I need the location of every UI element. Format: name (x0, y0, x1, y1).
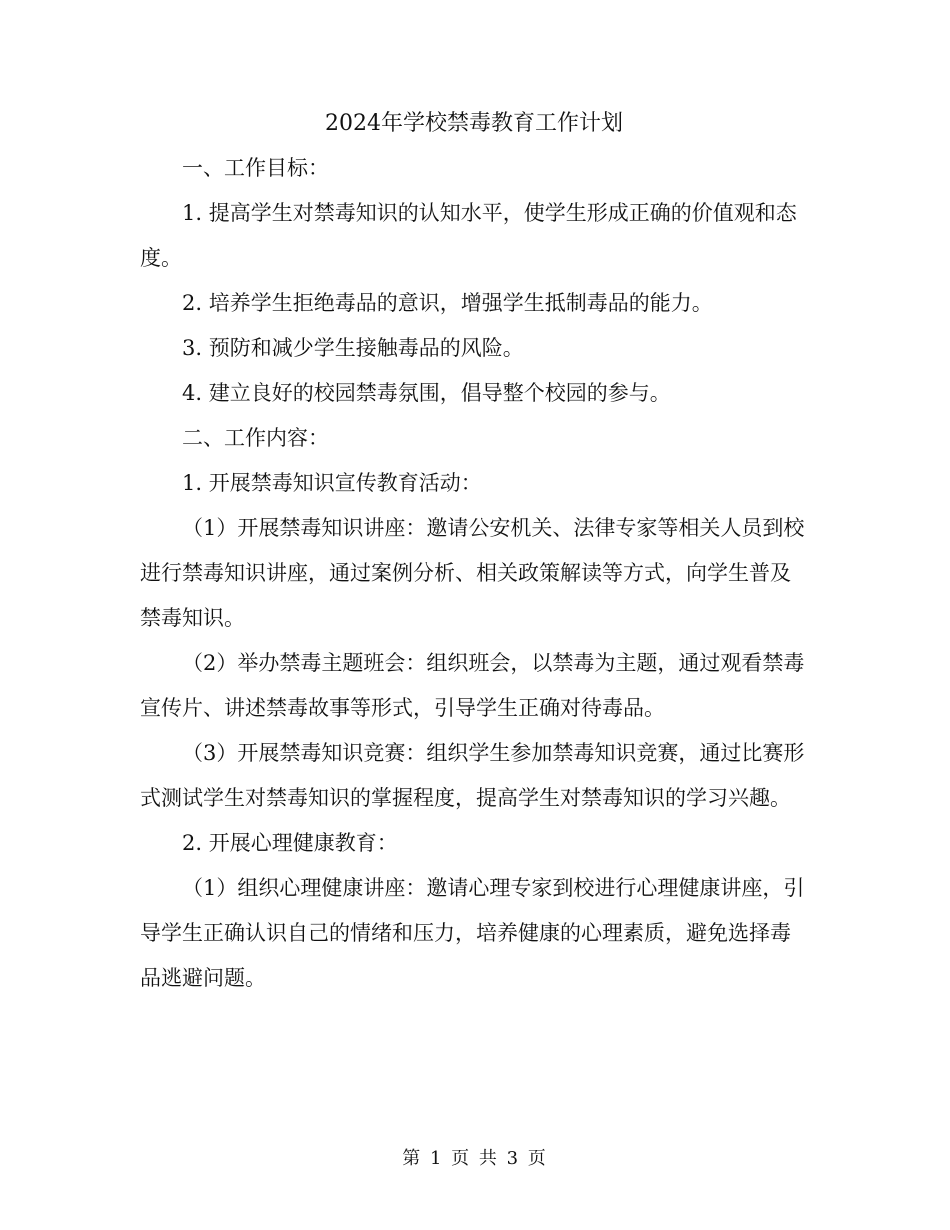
document-title: 2024年学校禁毒教育工作计划 (325, 111, 623, 136)
content-subitem-1-3: （3）开展禁毒知识竞赛：组织学生参加禁毒知识竞赛，通过比赛形式测试学生对禁毒知识的掌握程度，提高学生对禁毒知识的学习兴趣。 (140, 741, 805, 810)
document-body (140, 102, 808, 1001)
page-number-footer: 第 1 页 共 3 页 (402, 1148, 548, 1169)
goal-item-3: 3. 预防和减少学生接触毒品的风险。 (182, 336, 524, 360)
content-subitem-1-1: （1）开展禁毒知识讲座：邀请公安机关、法律专家等相关人员到校进行禁毒知识讲座，通过案例分析、相关政策解读等方式，向学生普及禁毒知识。 (140, 516, 805, 630)
content-subitem-1-2: （2）举办禁毒主题班会：组织班会，以禁毒为主题，通过观看禁毒宣传片、讲述禁毒故事等形式，引导学生正确对待毒品。 (140, 651, 805, 720)
goal-item-2: 2. 培养学生拒绝毒品的意识，增强学生抵制毒品的能力。 (182, 291, 713, 315)
content-item-2: 2. 开展心理健康教育： (182, 831, 398, 855)
section-heading-goals: 一、工作目标： (182, 156, 329, 180)
goal-item-4: 4. 建立良好的校园禁毒氛围，倡导整个校园的参与。 (182, 381, 671, 405)
goal-item-1: 1. 提高学生对禁毒知识的认知水平，使学生形成正确的价值观和态度。 (140, 201, 797, 270)
section-heading-content: 二、工作内容： (182, 426, 329, 450)
content-item-1: 1. 开展禁毒知识宣传教育活动： (182, 471, 482, 495)
content-subitem-2-1: （1）组织心理健康讲座：邀请心理专家到校进行心理健康讲座，引导学生正确认识自己的情绪和压力，培养健康的心理素质，避免选择毒品逃避问题。 (140, 876, 805, 990)
